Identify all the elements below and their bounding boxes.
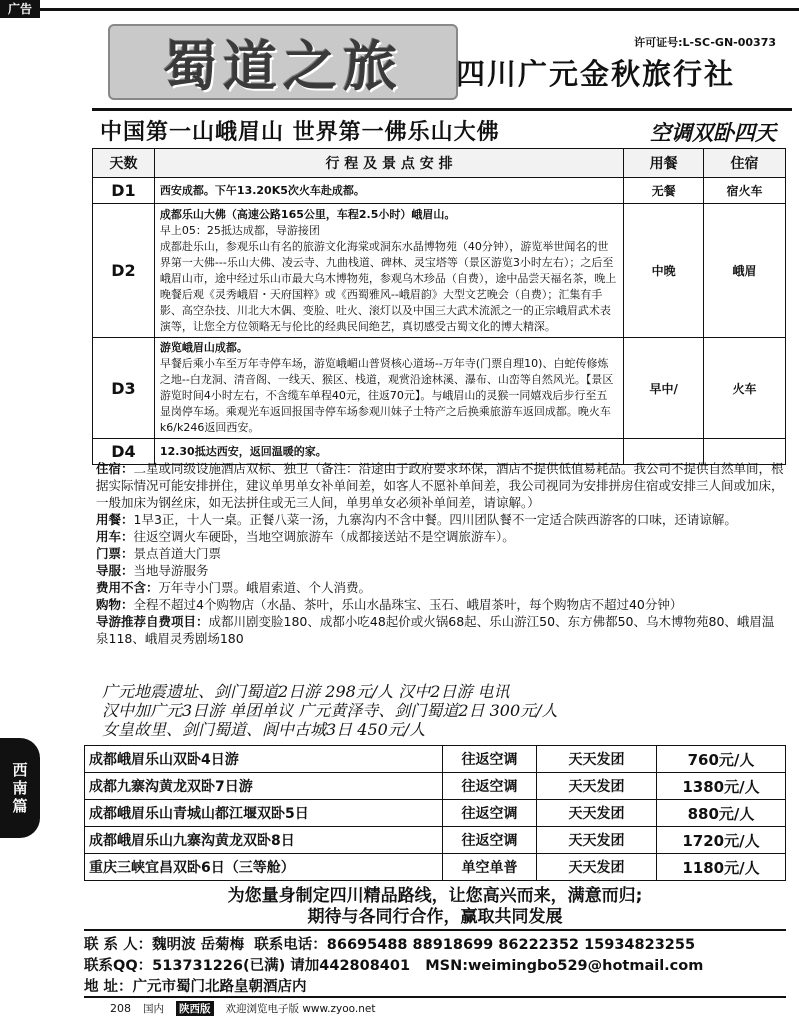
tour-departure: 天天发团 [537, 827, 657, 854]
day-label: D2 [93, 204, 155, 338]
note-key: 用车： [96, 529, 134, 544]
tour-row [85, 854, 786, 881]
tour-transport: 往返空调 [443, 800, 537, 827]
handwritten-offers [102, 682, 782, 739]
note-key: 门票： [96, 546, 134, 561]
tour-name: 成都峨眉乐山九寨沟黄龙双卧8日 [85, 827, 443, 854]
tour-price: 1720元/人 [657, 827, 786, 854]
header [86, 22, 786, 102]
tour-price: 1380元/人 [657, 773, 786, 800]
note-key: 导服： [96, 563, 134, 578]
contact-qq-label: 联系QQ： [84, 958, 153, 974]
footer-section: 国内 [143, 1003, 164, 1015]
meal: 中晚 [624, 204, 704, 338]
stay: 火车 [704, 338, 786, 439]
ad-tag: 广告 [0, 0, 40, 18]
note-transport [96, 528, 786, 545]
tour-departure: 天天发团 [537, 773, 657, 800]
section-tab-char: 篇 [12, 797, 28, 815]
tour-row [85, 827, 786, 854]
contact-line-address [84, 977, 794, 998]
tour-name: 成都峨眉乐山青城山都江堰双卧5日 [85, 800, 443, 827]
col-day: 天数 [93, 149, 155, 178]
note-lodging [96, 460, 786, 511]
contact-person: 魏明波 岳菊梅 [152, 937, 245, 953]
day-details: 早上05：25抵达成都，导游接团 成都赴乐山，参观乐山有名的旅游文化海棠或洞东水晶博物苑（40分钟），游览举世闻名的世界第一大佛---乐山大佛、凌云寺、九曲栈道、碑林、灵宝塔等（景区游览3小时左右）；之后至峨眉山市，途中经过乐山市最大乌木博物苑，参观乌木珍品（自费），途中品尝天福名茶，晚上晚餐后观《灵秀峨眉・天府国粹》或《西蜀雅风--峨眉韵》大型文艺晚会（自费）；汇集有手影、高空杂技、川北大木偶、变脸、吐火、滚灯以及中国三大武术流派之一的正宗峨眉武术表演等，让您全方位领略无与伦比的经典民间绝艺，真切感受古蜀文化的博大精深。 [159, 223, 617, 333]
contact-address-label: 地 址： [84, 979, 133, 995]
top-rule [40, 8, 799, 11]
note-text: 景点首道大门票 [133, 546, 222, 561]
footer-text[interactable]: 欢迎浏览电子版 www.zyoo.net [225, 1003, 376, 1015]
col-schedule: 行 程 及 景 点 安 排 [154, 149, 623, 178]
subhead: 空调双卧四天 [650, 121, 776, 145]
slogan-line: 为您量身制定四川精品路线，让您高兴而来，满意而归; [227, 886, 643, 906]
day-summary: 西安成都。下午13.20K5次火车赴成都。 [159, 183, 365, 197]
tour-transport: 往返空调 [443, 827, 537, 854]
note-key: 费用不含： [96, 580, 159, 595]
itinerary-row [93, 204, 786, 338]
tour-departure: 天天发团 [537, 854, 657, 881]
handwritten-line: 广元地震遗址、剑门蜀道2日游 298元/人 汉中2日游 电讯 [102, 682, 510, 701]
logo: 蜀道之旅 [108, 24, 458, 100]
slogan-line: 期待与各同行合作，赢取共同发展 [307, 907, 563, 927]
headline-row [92, 108, 792, 144]
contacts [84, 935, 794, 998]
contact-phone: 86695488 88918699 86222352 15934823255 [326, 937, 696, 953]
section-tab [0, 738, 40, 838]
day-label: D1 [93, 178, 155, 204]
day-description [154, 338, 623, 439]
itinerary-row [93, 338, 786, 439]
day-label: D4 [93, 439, 155, 465]
tour-transport: 单空单普 [443, 854, 537, 881]
col-stay: 住宿 [704, 149, 786, 178]
headline: 中国第一山峨眉山 世界第一佛乐山大佛 [100, 120, 500, 145]
section-tab-char: 南 [12, 779, 28, 797]
itinerary-header-row [93, 149, 786, 178]
contact-msn-label: MSN: [425, 958, 469, 974]
note-text: 万年寺小门票。峨眉索道、个人消费。 [158, 580, 372, 595]
note-tickets [96, 545, 786, 562]
note-key: 住宿： [96, 461, 134, 476]
itinerary-table [92, 148, 786, 465]
tour-price: 880元/人 [657, 800, 786, 827]
note-text: 往返空调火车硬卧，当地空调旅游车（成都接送站不是空调旅游车）。 [133, 529, 515, 544]
note-key: 导游推荐自费项目： [96, 614, 209, 629]
note-exclusions [96, 579, 786, 596]
contact-line-person [84, 935, 794, 956]
tour-name: 成都峨眉乐山双卧4日游 [85, 746, 443, 773]
footer [110, 1001, 375, 1016]
contact-line-online [84, 956, 794, 977]
note-text: 二星或同级设施酒店双标、独卫（备注：沿途由于政府要求环保，酒店不提供低值易耗品。我公司不提供自然单间，根据实际情况可能安排拼住，建议单男单女补单间差，如客人不愿补单间差，我公司视同为安排拼房住宿或安排三人间或加床，一般加床为钢丝床，如无法拼住或无三人间，单男单女必须补单间差，请谅解。） [96, 461, 784, 510]
stay: 宿火车 [704, 178, 786, 204]
note-text: 1早3正，十人一桌。正餐八菜一汤，九寨沟内不含中餐。四川团队餐不一定适合陕西游客的口味，还请谅解。 [133, 512, 737, 527]
day-description [154, 178, 623, 204]
tour-price: 1180元/人 [657, 854, 786, 881]
note-key: 用餐： [96, 512, 134, 527]
contact-person-label: 联 系 人： [84, 937, 153, 953]
tour-row [85, 800, 786, 827]
day-summary: 12.30抵达西安，返回温暖的家。 [159, 444, 327, 458]
tour-departure: 天天发团 [537, 800, 657, 827]
section-tab-char: 西 [12, 761, 28, 779]
day-details: 早餐后乘小车至万年寺停车场，游览峨嵋山普贤核心道场--万年寺(门票自理10)、白蛇传修炼之地--白龙洞、清音阁、一线天、猴区、栈道，观赏沿途林溪、瀑布、山峦等自然风光。【景区游览时间4小时左右，不含缆车单程40元，往返70元】。与峨眉山的灵猴一同嬉戏后步行至五显岗停车场。乘观光车返回报国寺停车场参观川妹子土特产之后换乘旅游车返回成都。晚火车k6/k246返回西安。 [159, 357, 614, 434]
meal: 无餐 [624, 178, 704, 204]
divider [84, 929, 786, 931]
stay: 峨眉 [704, 204, 786, 338]
day-summary: 游览峨眉山成都。 [159, 341, 248, 354]
note-shopping [96, 596, 786, 613]
note-text: 当地导游服务 [133, 563, 209, 578]
handwritten-line: 汉中加广元3日游 单团单议 广元黄泽寺、剑门蜀道2日 300元/人 [102, 701, 558, 720]
tour-row [85, 746, 786, 773]
tours-table [84, 745, 786, 881]
agency-name: 四川广元金秋旅行社 [456, 57, 736, 91]
tour-price: 760元/人 [657, 746, 786, 773]
notes [96, 460, 786, 647]
day-description [154, 204, 623, 338]
tour-transport: 往返空调 [443, 746, 537, 773]
tour-transport: 往返空调 [443, 773, 537, 800]
note-key: 购物： [96, 597, 134, 612]
edition-chip: 陕西版 [176, 1001, 214, 1016]
tour-name: 重庆三峡宜昌双卧6日（三等舱） [85, 854, 443, 881]
note-guide [96, 562, 786, 579]
note-text: 成都川剧变脸180、成都小吃48起价或火锅68起、乐山游江50、东方佛都50、乌木博物苑80、峨眉温泉118、峨眉灵秀剧场180 [96, 614, 775, 646]
day-summary: 成都乐山大佛（高速公路165公里，车程2.5小时）峨眉山。 [159, 207, 456, 221]
tour-name: 成都九寨沟黄龙双卧7日游 [85, 773, 443, 800]
tour-row [85, 773, 786, 800]
contact-qq: 513731226(已满) 请加442808401 [152, 958, 411, 974]
contact-msn[interactable]: weimingbo529@hotmail.com [468, 958, 704, 974]
slogan [84, 886, 786, 928]
page-number: 208 [110, 1002, 131, 1015]
itinerary-row [93, 178, 786, 204]
meal: 早中/ [624, 338, 704, 439]
license-number: 许可证号:L-SC-GN-00373 [634, 36, 776, 49]
note-meals [96, 511, 786, 528]
note-text: 全程不超过4个购物店（水晶、茶叶，乐山水晶珠宝、玉石、峨眉茶叶，每个购物店不超过40分钟） [133, 597, 683, 612]
handwritten-line: 女皇故里、剑门蜀道、阆中古城3日 450元/人 [102, 720, 426, 739]
note-optional [96, 613, 786, 647]
contact-phone-label: 联系电话： [254, 937, 327, 953]
contact-address: 广元市蜀门北路皇朝酒店内 [132, 979, 307, 995]
col-meal: 用餐 [624, 149, 704, 178]
tour-departure: 天天发团 [537, 746, 657, 773]
day-label: D3 [93, 338, 155, 439]
divider [84, 996, 786, 998]
